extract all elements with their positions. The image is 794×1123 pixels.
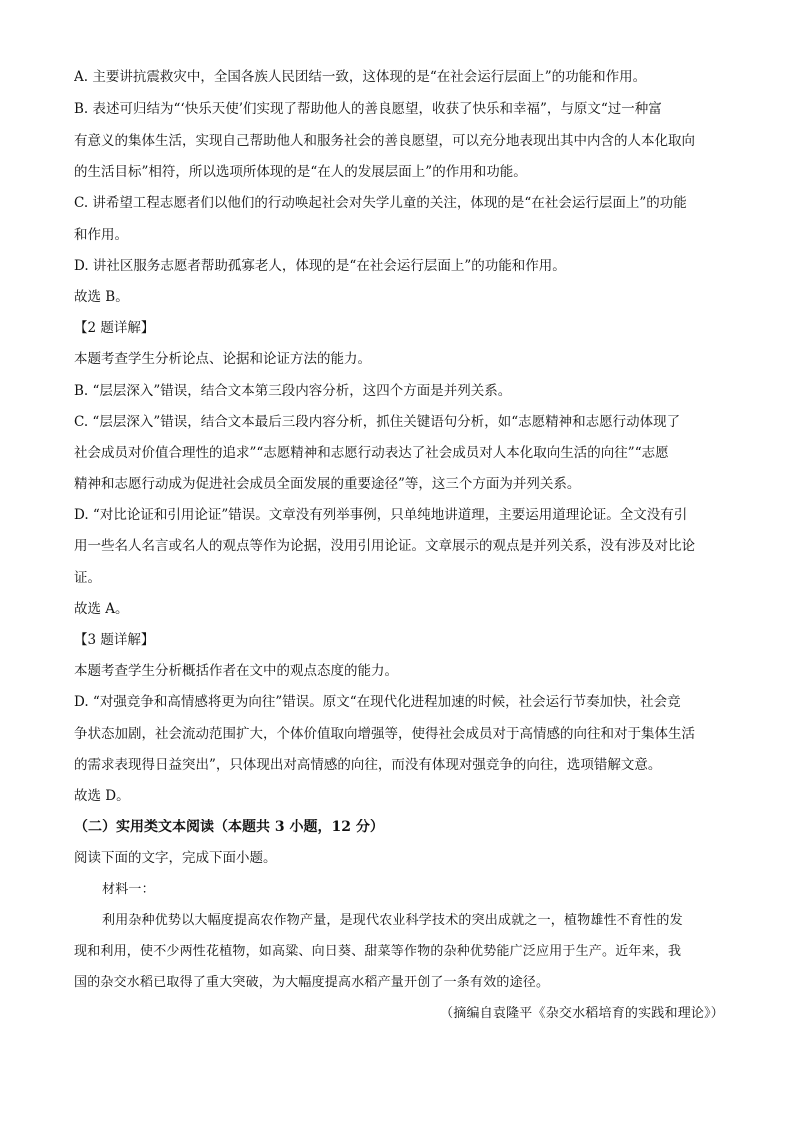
q2-line-5: 精神和志愿行动成为促进社会成员全面发展的重要途径”等，这三个方面为并列关系。 bbox=[74, 476, 581, 492]
analysis1-line-5: C. 讲希望工程志愿者们以他们的行动唤起社会对失学儿童的关注，体现的是“在社会运行层面上”的功能 bbox=[74, 195, 687, 211]
q3-heading: 【3 题详解】 bbox=[74, 632, 155, 648]
q2-line-3: C. “层层深入”错误，结合文本最后三段内容分析，抓住关键语句分析，如“志愿精神和志愿行动体现了 bbox=[74, 414, 681, 430]
section2-title: （二）实用类文本阅读（本题共 3 小题，12 分） bbox=[74, 819, 384, 835]
analysis1-line-6: 和作用。 bbox=[74, 227, 128, 243]
analysis1-line-2: B. 表述可归结为“‘快乐天使’们实现了帮助他人的善良愿望，收获了快乐和幸福”，与原文“过一种富 bbox=[74, 101, 662, 117]
q2-heading: 【2 题详解】 bbox=[74, 320, 155, 336]
q3-line-3: 争状态加剧，社会流动范围扩大，个体价值取向增强等，使得社会成员对于高情感的向往和对于集体生活 bbox=[74, 726, 695, 742]
q3-line-1: 本题考查学生分析概括作者在文中的观点态度的能力。 bbox=[74, 663, 398, 679]
material-line-1: 利用杂种优势以大幅度提高农作物产量，是现代农业科学技术的突出成就之一，植物雄性不育性的发 bbox=[102, 913, 683, 928]
analysis1-line-4: 的生活目标”相符，所以选项所体现的是“在人的发展层面上”的作用和功能。 bbox=[74, 164, 527, 180]
analysis1-line-1: A. 主要讲抗震救灾中，全国各族人民团结一致，这体现的是“在社会运行层面上”的功能和作用。 bbox=[74, 69, 647, 85]
analysis1-answer: 故选 B。 bbox=[74, 289, 129, 305]
q3-line-4: 的需求表现得日益突出”，只体现出对高情感的向往，而没有体现对强竞争的向往，选项错解文意。 bbox=[74, 757, 662, 773]
material-label: 材料一： bbox=[102, 882, 155, 897]
q2-line-2: B. “层层深入”错误，结合文本第三段内容分析，这四个方面是并列关系。 bbox=[74, 383, 512, 399]
q3-answer: 故选 D。 bbox=[74, 788, 130, 804]
section2-instruction: 阅读下面的文字，完成下面小题。 bbox=[74, 850, 277, 866]
q2-line-4: 社会成员对价值合理性的追求”“志愿精神和志愿行动表达了社会成员对人本化取向生活的向往”“志愿 bbox=[74, 445, 669, 461]
material-line-3: 国的杂交水稻已取得了重大突破，为大幅度提高水稻产量开创了一条有效的途径。 bbox=[74, 975, 550, 990]
analysis1-line-7: D. 讲社区服务志愿者帮助孤寡老人，体现的是“在社会运行层面上”的功能和作用。 bbox=[74, 258, 566, 274]
q2-answer: 故选 A。 bbox=[74, 601, 129, 617]
analysis1-line-3: 有意义的集体生活，实现自己帮助他人和服务社会的善良愿望，可以充分地表现出其中内含的人本化取向 bbox=[74, 133, 695, 149]
material-source: （摘编自袁隆平《杂交水稻培育的实践和理论》） bbox=[440, 1006, 724, 1021]
q2-line-6: D. “对比论证和引用论证”错误。文章没有列举事例，只单纯地讲道理，主要运用道理论证。全文没有引 bbox=[74, 507, 688, 523]
q2-line-8: 证。 bbox=[74, 570, 101, 586]
q2-line-1: 本题考查学生分析论点、论据和论证方法的能力。 bbox=[74, 351, 371, 367]
q2-line-7: 用一些名人名言或名人的观点等作为论据，没用引用论证。文章展示的观点是并列关系，没有涉及对比论 bbox=[74, 538, 695, 554]
q3-line-2: D. “对强竞争和高情感将更为向往”错误。原文“在现代化进程加速的时候，社会运行节奏加快，社会竞 bbox=[74, 694, 681, 710]
material-line-2: 现和利用，使不少两性花植物，如高粱、向日葵、甜菜等作物的杂种优势能广泛应用于生产。近年来，我 bbox=[74, 944, 682, 959]
